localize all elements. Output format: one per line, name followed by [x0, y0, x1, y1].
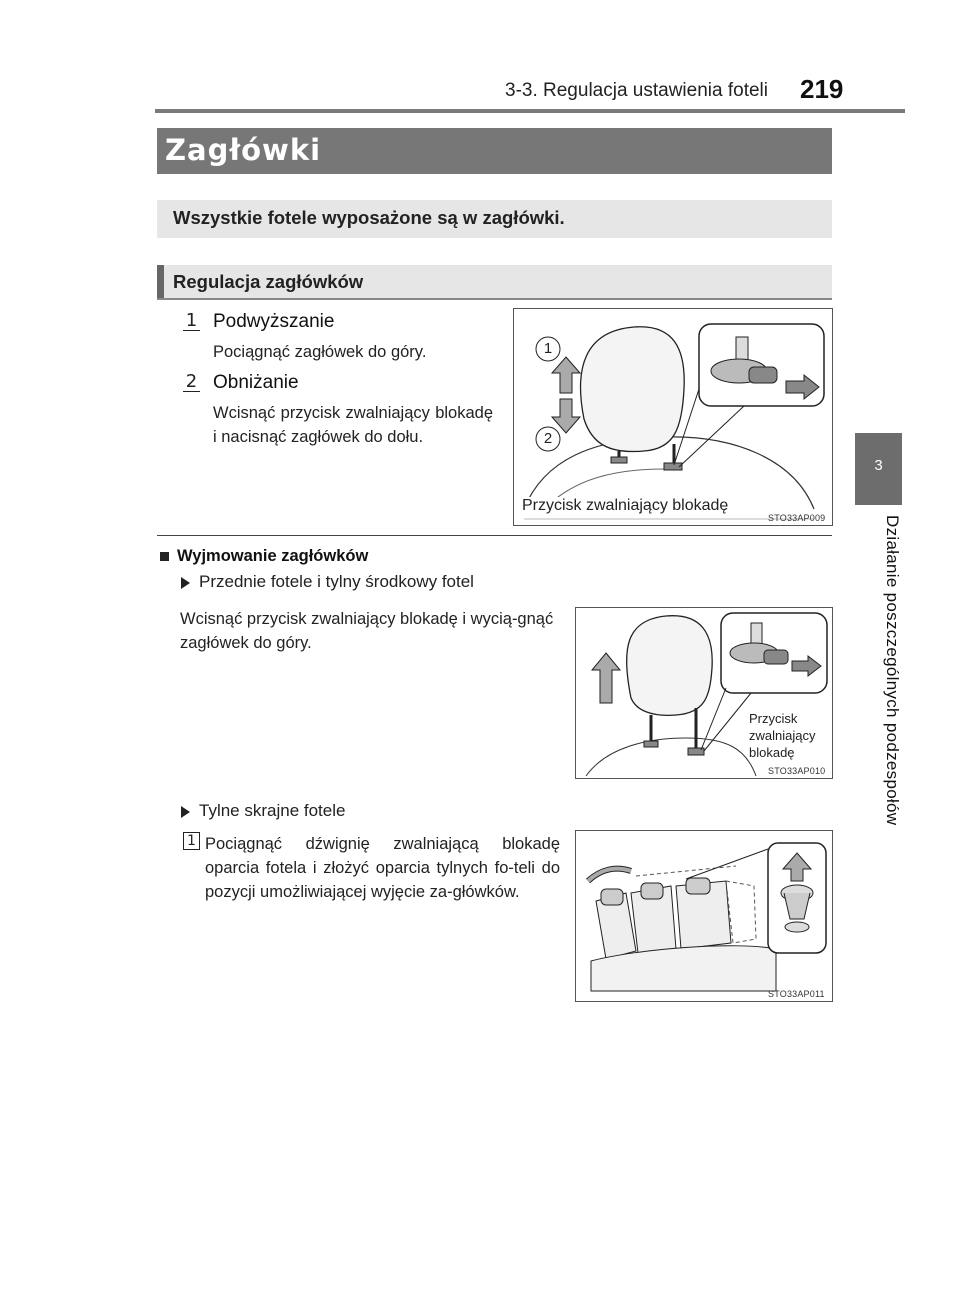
figure2-code: STO33AP010: [768, 766, 826, 776]
page-title: Zagłówki: [165, 133, 322, 167]
removal-heading: Wyjmowanie zagłówków: [177, 547, 369, 565]
step-body-2: Wcisnąć przycisk zwalniający blokadę i nacisnąć zagłówek do dołu.: [213, 404, 493, 446]
headrest-adjust-illustration: [514, 309, 832, 525]
front-seats-body: Wcisnąć przycisk zwalniający blokadę i wycią-gnąć zagłówek do góry.: [180, 610, 554, 652]
section-rule: [157, 298, 832, 300]
rear-seats-body: Pociągnąć dźwignię zwalniającą blokadę oparcia fotela i złożyć oparcia tylnych fo-teli do pozycji umożliwiającej wyjęcie za-główków.: [205, 835, 560, 901]
chapter-title-vertical: Działanie poszczególnych podzespołów: [883, 515, 902, 826]
section-separator: [157, 535, 832, 536]
rear-seats-title: Tylne skrajne fotele: [199, 801, 346, 820]
rear-seat-fold-illustration: [576, 831, 832, 1001]
step-number-2: 2: [183, 373, 200, 392]
notice-text: Wszystkie fotele wyposażone są w zagłówki.: [173, 207, 565, 228]
figure1-label: Przycisk zwalniający blokadę: [522, 497, 729, 514]
figure2-label-line2: zwalniający: [749, 728, 816, 743]
figure1-callout-1: 1: [543, 340, 553, 357]
front-seats-title: Przednie fotele i tylny środkowy fotel: [199, 572, 474, 591]
figure2-label-line1: Przycisk: [749, 711, 798, 726]
figure1-callout-2: 2: [543, 430, 553, 447]
figure-headrest-adjust: [513, 308, 833, 526]
figure-rear-seat-fold: [575, 830, 833, 1002]
page-number: 219: [800, 74, 844, 104]
figure3-code: STO33AP011: [768, 989, 825, 999]
running-header-section: 3-3. Regulacja ustawienia foteli: [505, 80, 768, 101]
figure1-code: STO33AP009: [768, 513, 826, 523]
triangle-bullet-icon: [181, 577, 190, 589]
step-heading-2: Obniżanie: [213, 372, 299, 393]
step-number-1: 1: [183, 312, 200, 331]
triangle-bullet-icon: [181, 806, 190, 818]
figure2-label: [749, 710, 815, 761]
chapter-number: 3: [874, 457, 883, 474]
section-heading: Regulacja zagłówków: [173, 271, 364, 292]
header-rule: [155, 109, 905, 113]
rear-step-number: 1: [183, 832, 200, 850]
square-bullet: [160, 552, 169, 561]
step-body-1: Pociągnąć zagłówek do góry.: [213, 343, 427, 361]
step-heading-1: Podwyższanie: [213, 311, 335, 332]
figure2-label-line3: blokadę: [749, 745, 795, 760]
